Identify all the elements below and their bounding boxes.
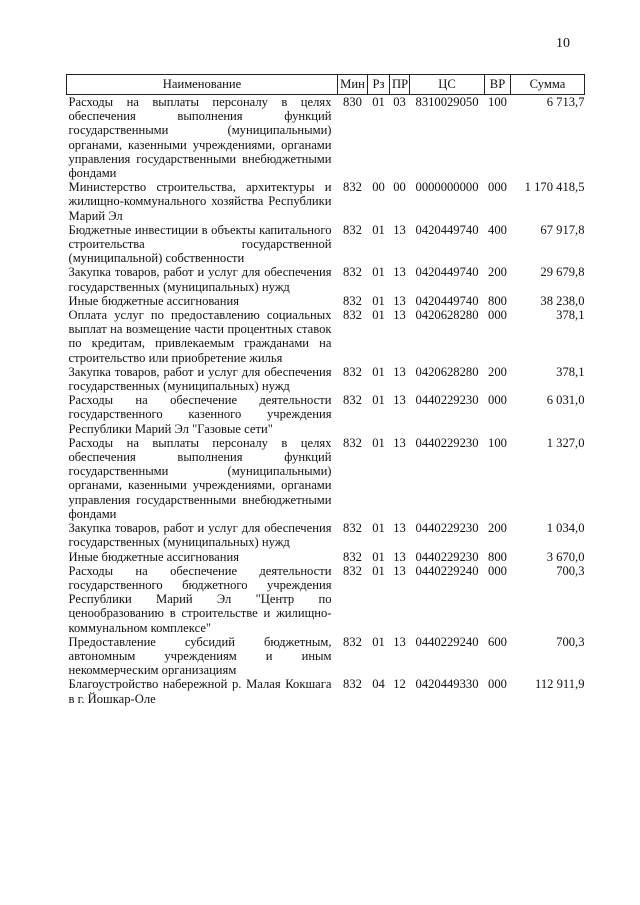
table-row	[67, 393, 585, 436]
cell-vr: 600	[488, 634, 507, 649]
cell-sum: 67 917,8	[540, 222, 585, 237]
cell-sum: 29 679,8	[540, 265, 585, 280]
header-rz: Рз	[368, 75, 390, 95]
cell-vr: 000	[488, 677, 507, 692]
cell-vr: 100	[488, 95, 507, 109]
cell-sum: 378,1	[556, 308, 585, 323]
cell-cs: 0440229230	[415, 435, 479, 450]
cell-name: Предоставление субсидий бюджетным, автономным учреждениям и иным некоммерческим организациям	[68, 634, 332, 678]
cell-vr: 800	[488, 293, 507, 308]
cell-rz: 01	[372, 549, 385, 564]
cell-vr: 800	[488, 549, 507, 564]
cell-cs: 0420449740	[415, 293, 479, 308]
cell-pr: 13	[393, 265, 406, 280]
cell-sum: 378,1	[556, 364, 585, 379]
cell-cs: 0420628280	[415, 364, 479, 379]
cell-min: 832	[343, 393, 362, 408]
cell-pr: 12	[393, 677, 406, 692]
table-row	[67, 308, 585, 365]
cell-name: Расходы на выплаты персоналу в целях обеспечения выполнения функций государственными (муниципальными) органами, казенными учреждениями, органами управления государственными внебюджетными фондами	[68, 435, 332, 521]
cell-min: 832	[343, 222, 362, 237]
cell-cs: 0420449740	[415, 265, 479, 280]
header-name: Наименование	[67, 75, 338, 95]
cell-cs: 0440229240	[415, 634, 479, 649]
cell-pr: 13	[393, 521, 406, 536]
table-row	[67, 677, 585, 705]
cell-vr: 200	[488, 521, 507, 536]
cell-name: Бюджетные инвестиции в объекты капитального строительства государственной (муниципальной) собственности	[68, 222, 332, 266]
cell-cs: 0420628280	[415, 308, 479, 323]
cell-pr: 00	[393, 180, 406, 195]
cell-sum: 3 670,0	[546, 549, 585, 564]
cell-cs: 0420449740	[415, 222, 479, 237]
cell-pr: 13	[393, 293, 406, 308]
cell-sum: 1 034,0	[546, 521, 585, 536]
cell-name: Оплата услуг по предоставлению социальных выплат на возмещение части процентных ставок по кредитам, привлекаемым гражданами на строительство или приобретение жилья	[68, 308, 332, 365]
table-row	[67, 521, 585, 549]
cell-rz: 01	[372, 308, 385, 323]
budget-table	[66, 74, 585, 706]
cell-min: 832	[343, 549, 362, 564]
cell-cs: 0440229240	[415, 563, 479, 578]
table-row	[67, 550, 585, 564]
cell-sum: 700,3	[556, 563, 585, 578]
cell-rz: 01	[372, 95, 385, 109]
table-row	[67, 180, 585, 223]
cell-rz: 01	[372, 435, 385, 450]
cell-cs: 0440229230	[415, 521, 479, 536]
cell-min: 830	[343, 95, 362, 109]
cell-rz: 01	[372, 222, 385, 237]
cell-vr: 000	[488, 393, 507, 408]
cell-name: Благоустройство набережной р. Малая Кокшага в г. Йошкар-Оле	[68, 677, 332, 706]
cell-pr: 13	[393, 308, 406, 323]
page-number: 10	[556, 36, 570, 51]
table-body	[67, 95, 585, 706]
cell-min: 832	[343, 364, 362, 379]
header-sum: Сумма	[511, 75, 585, 95]
header-pr: ПР	[390, 75, 410, 95]
cell-name: Расходы на выплаты персоналу в целях обеспечения выполнения функций государственными (муниципальными) органами, казенными учреждениями, органами управления государственными внебюджетными фондами	[68, 95, 332, 181]
cell-pr: 13	[393, 563, 406, 578]
cell-vr: 200	[488, 364, 507, 379]
cell-name: Закупка товаров, работ и услуг для обеспечения государственных (муниципальных) нужд	[68, 364, 332, 394]
cell-rz: 04	[372, 677, 385, 692]
cell-rz: 01	[372, 634, 385, 649]
table-row	[67, 564, 585, 635]
cell-cs: 8310029050	[415, 95, 479, 109]
cell-pr: 13	[393, 634, 406, 649]
cell-min: 832	[343, 677, 362, 692]
cell-min: 832	[343, 563, 362, 578]
cell-name: Министерство строительства, архитектуры и жилищно-коммунального хозяйства Республики Марий Эл	[68, 180, 332, 223]
cell-name: Иные бюджетные ассигнования	[68, 293, 240, 308]
cell-name: Иные бюджетные ассигнования	[68, 549, 240, 564]
table-row	[67, 635, 585, 678]
cell-vr: 200	[488, 265, 507, 280]
cell-min: 832	[343, 435, 362, 450]
cell-rz: 01	[372, 265, 385, 280]
header-min: Мин	[338, 75, 368, 95]
cell-sum: 6 713,7	[546, 95, 585, 109]
cell-cs: 0000000000	[415, 180, 479, 195]
cell-vr: 000	[488, 180, 507, 195]
cell-rz: 01	[372, 364, 385, 379]
table-row	[67, 223, 585, 266]
cell-pr: 13	[393, 222, 406, 237]
table-row	[67, 294, 585, 308]
cell-rz: 01	[372, 563, 385, 578]
cell-vr: 400	[488, 222, 507, 237]
cell-pr: 13	[393, 435, 406, 450]
cell-sum: 700,3	[556, 634, 585, 649]
cell-min: 832	[343, 180, 362, 195]
cell-name: Закупка товаров, работ и услуг для обеспечения государственных (муниципальных) нужд	[68, 265, 332, 294]
cell-name: Расходы на обеспечение деятельности государственного казенного учреждения Республики Марий Эл "Газовые сети"	[68, 393, 332, 436]
cell-name: Расходы на обеспечение деятельности государственного бюджетного учреждения Республики Марий Эл "Центр по ценообразованию в строительстве и жилищно-коммунальном комплексе"	[68, 563, 332, 635]
cell-rz: 01	[372, 521, 385, 536]
cell-pr: 13	[393, 549, 406, 564]
cell-name: Закупка товаров, работ и услуг для обеспечения государственных (муниципальных) нужд	[68, 521, 332, 550]
cell-sum: 1 170 418,5	[524, 180, 585, 195]
header-cs: ЦС	[410, 75, 485, 95]
table-row	[67, 365, 585, 393]
cell-sum: 1 327,0	[546, 435, 585, 450]
cell-pr: 13	[393, 364, 406, 379]
cell-sum: 6 031,0	[546, 393, 585, 408]
cell-pr: 13	[393, 393, 406, 408]
cell-sum: 38 238,0	[540, 293, 585, 308]
cell-rz: 01	[372, 293, 385, 308]
cell-min: 832	[343, 521, 362, 536]
cell-cs: 0420449330	[415, 677, 479, 692]
cell-vr: 000	[488, 308, 507, 323]
cell-min: 832	[343, 293, 362, 308]
cell-vr: 100	[488, 435, 507, 450]
table-row	[67, 95, 585, 181]
cell-min: 832	[343, 265, 362, 280]
table-row	[67, 265, 585, 293]
cell-vr: 000	[488, 563, 507, 578]
header-vr: ВР	[485, 75, 511, 95]
cell-min: 832	[343, 634, 362, 649]
cell-cs: 0440229230	[415, 393, 479, 408]
table-row	[67, 436, 585, 521]
cell-min: 832	[343, 308, 362, 323]
table-header-row	[67, 75, 585, 95]
cell-cs: 0440229230	[415, 549, 479, 564]
cell-rz: 01	[372, 393, 385, 408]
cell-rz: 00	[372, 180, 385, 195]
cell-sum: 112 911,9	[535, 677, 585, 692]
cell-pr: 03	[393, 95, 406, 109]
